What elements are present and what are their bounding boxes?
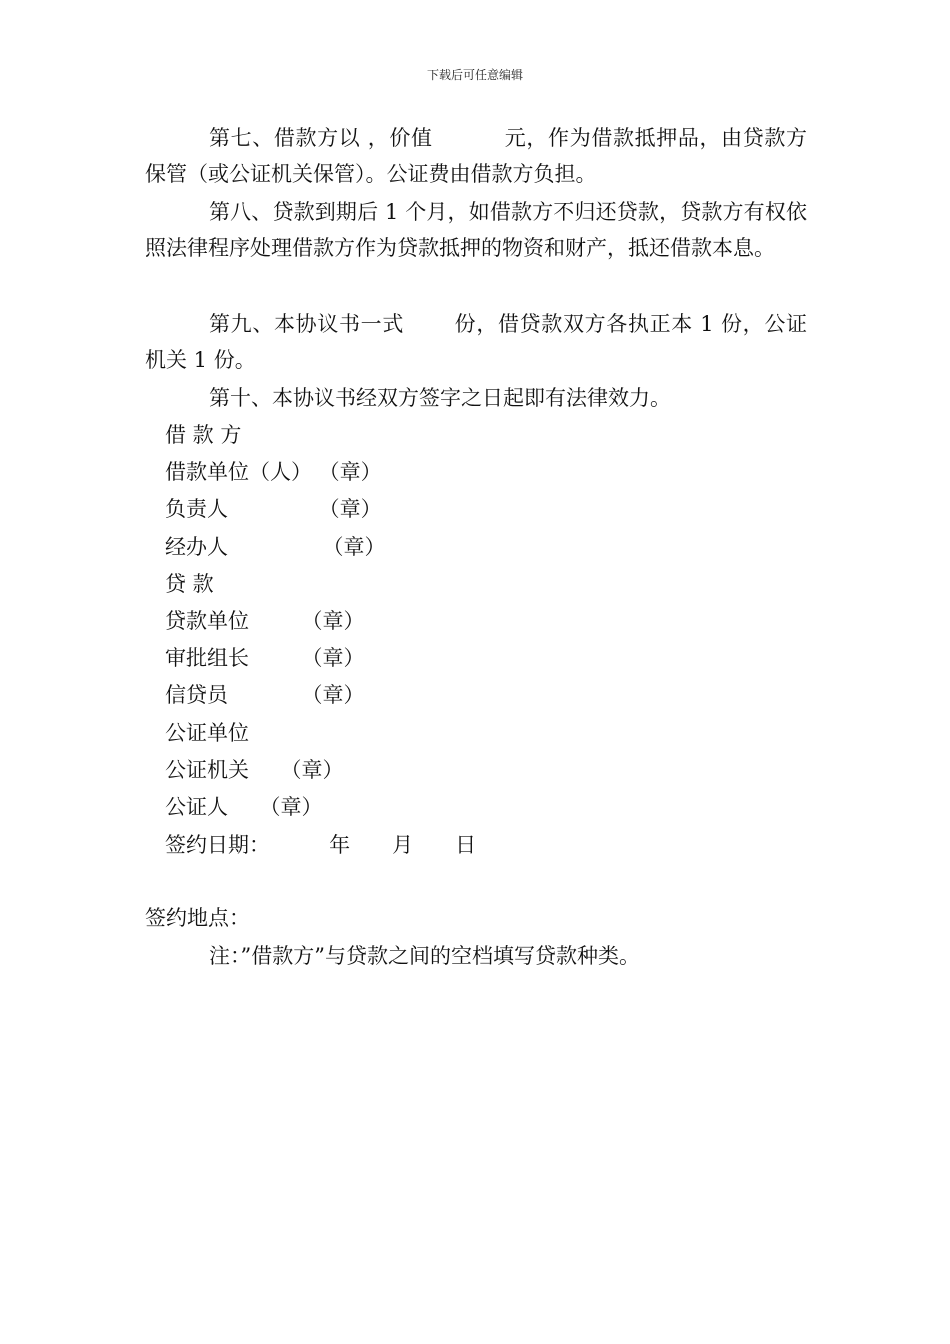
- signing-place: 签约地点：: [145, 906, 250, 930]
- signature-loan-officer: 信贷员 （章）: [165, 683, 365, 707]
- article-7: 第七、借款方以 ，价值 元，作为借款抵押品，由贷款方保管（或公证机关保管）。公证费由借款方负担。: [145, 126, 807, 186]
- signing-date: 签约日期： 年 月 日: [165, 833, 477, 857]
- signature-lender-unit: 贷款单位 （章）: [165, 609, 365, 633]
- signature-borrower-responsible: 负责人 （章）: [165, 497, 382, 521]
- signature-notary: 公证人 （章）: [165, 795, 323, 819]
- article-10: 第十、本协议书经双方签字之日起即有法律效力。: [209, 386, 671, 410]
- signature-notary-unit: 公证单位: [165, 721, 249, 745]
- signature-lender-heading: 贷 款: [165, 572, 214, 596]
- article-9: 第九、本协议书一式 份，借贷款双方各执正本 1 份，公证机关 1 份。: [145, 312, 807, 372]
- footnote: 注：”借款方”与贷款之间的空档填写贷款种类。: [209, 944, 640, 968]
- signature-borrower-handler: 经办人 （章）: [165, 535, 386, 559]
- signature-approval-leader: 审批组长 （章）: [165, 646, 365, 670]
- signature-borrower-heading: 借 款 方: [165, 423, 242, 447]
- signature-notary-office: 公证机关 （章）: [165, 758, 344, 782]
- article-8: 第八、贷款到期后 1 个月，如借款方不归还贷款，贷款方有权依照法律程序处理借款方作为贷款抵押的物资和财产，抵还借款本息。: [145, 200, 807, 260]
- signature-borrower-unit: 借款单位（人） （章）: [165, 460, 382, 484]
- page-header: 下载后可任意编辑: [426, 68, 523, 82]
